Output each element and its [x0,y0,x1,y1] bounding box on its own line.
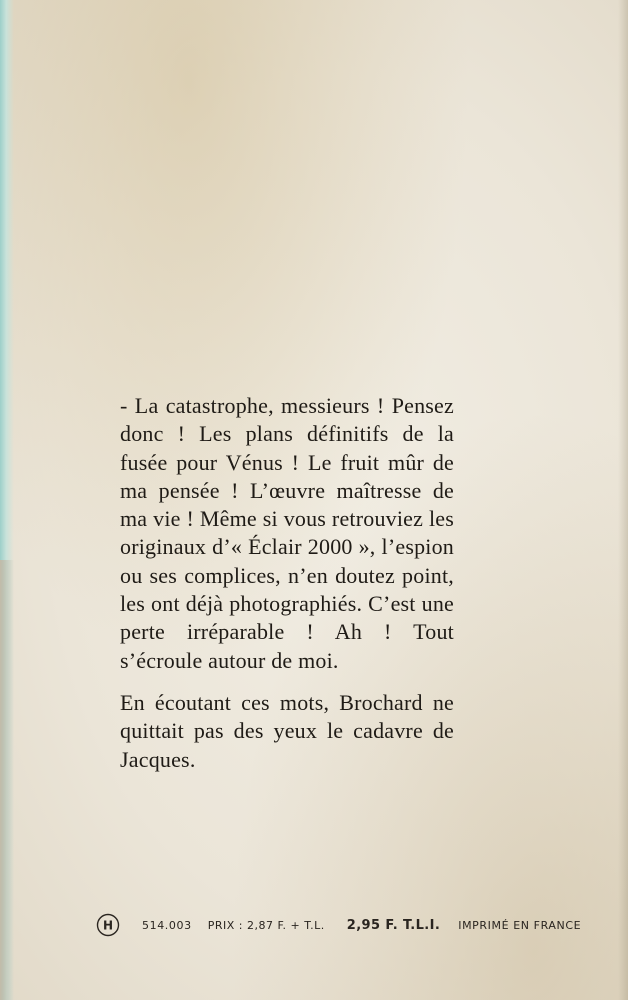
price-footer [96,910,610,940]
printed-in-france: IMPRIMÉ EN FRANCE [458,918,582,932]
reference-number: 514.003 [142,918,192,932]
blurb-paragraph-1: - La catastrophe, messieurs ! Pensez donc ! Les plans définitifs de la fusée pour Vénus ! Le fruit mûr de ma pensée ! L’œuvre maîtresse de ma vie ! Même si vous retrouviez les originaux d’« Éclair 2000 », l’espion ou ses complices, n’en doutez point, les ont déjà photographiés. C’est une perte irréparable ! Ah ! Tout s’écroule autour de moi. [120,393,454,673]
price-tli: 2,95 F. T.L.I. [346,917,441,933]
spine-edge-lower [0,560,14,1000]
publisher-logo-letter: H [102,918,114,933]
publisher-logo-icon [96,913,120,937]
blurb-paragraph-2: En écoutant ces mots, Brochard ne quittait pas des yeux le cadavre de Jacques. [120,689,454,772]
page-edge-shadow [618,0,628,1000]
price-before-tax: PRIX : 2,87 F. + T.L. [207,918,325,932]
blurb-text [120,392,454,774]
